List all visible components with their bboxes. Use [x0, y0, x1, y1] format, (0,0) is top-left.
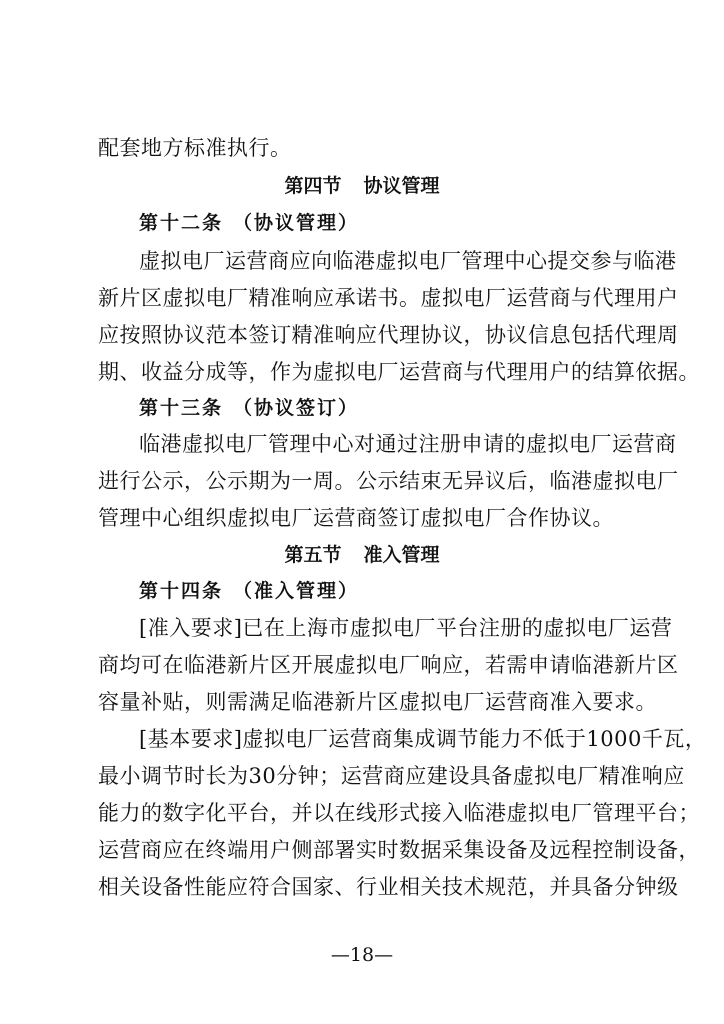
section-heading-5	[0, 537, 724, 573]
article-heading-12	[139, 205, 632, 241]
paragraph-line: 能力的数字化平台，并以在线形式接入临港虚拟电厂管理平台；	[98, 801, 700, 825]
paragraph-line: 管理中心组织虚拟电厂运营商签订虚拟电厂合作协议。	[98, 506, 614, 530]
section-number: 第四节	[284, 175, 342, 197]
paragraph-line: 相关设备性能应符合国家、行业相关技术规范，并具备分钟级	[98, 875, 679, 899]
paragraph-line: [基本要求]虚拟电厂运营商集成调节能力不低于1000千瓦，	[139, 727, 707, 751]
article-number: 第十四条	[139, 580, 224, 602]
article-number: 第十三条	[139, 397, 224, 419]
paragraph-line: 临港虚拟电厂管理中心对通过注册申请的虚拟电厂运营商	[139, 432, 677, 456]
section-title: 协议管理	[363, 175, 440, 197]
section-number: 第五节	[284, 544, 342, 566]
page-number: —18—	[330, 944, 394, 966]
paragraph-line: 进行公示，公示期为一周。公示结束无异议后，临港虚拟电厂	[98, 469, 679, 493]
paragraph-line: 新片区虚拟电厂精准响应承诺书。虚拟电厂运营商与代理用户	[98, 286, 679, 310]
paragraph-line: 虚拟电厂运营商应向临港虚拟电厂管理中心提交参与临港	[139, 249, 677, 273]
paragraph-line: 商均可在临港新片区开展虚拟电厂响应，若需申请临港新片区	[98, 653, 679, 677]
paragraph-line: 配套地方标准执行。	[98, 136, 292, 160]
paragraph-line: 容量补贴，则需满足临港新片区虚拟电厂运营商准入要求。	[98, 690, 657, 714]
paragraph-line: 期、收益分成等，作为虚拟电厂运营商与代理用户的结算依据。	[98, 360, 700, 384]
article-number: 第十二条	[139, 212, 224, 234]
paragraph-line: 最小调节时长为30分钟；运营商应建设具备虚拟电厂精准响应	[98, 764, 685, 788]
section-title: 准入管理	[363, 544, 440, 566]
article-title: （准入管理）	[233, 580, 360, 602]
paragraph-line: [准入要求]已在上海市虚拟电厂平台注册的虚拟电厂运营	[139, 616, 673, 640]
article-title: （协议签订）	[233, 397, 360, 419]
article-heading-13	[139, 390, 632, 426]
section-heading-4	[0, 168, 724, 204]
paragraph-line: 应按照协议范本签订精准响应代理协议，协议信息包括代理周	[98, 323, 679, 347]
article-heading-14	[139, 573, 632, 609]
paragraph-line: 运营商应在终端用户侧部署实时数据采集设备及远程控制设备，	[98, 838, 700, 862]
article-title: （协议管理）	[233, 212, 360, 234]
